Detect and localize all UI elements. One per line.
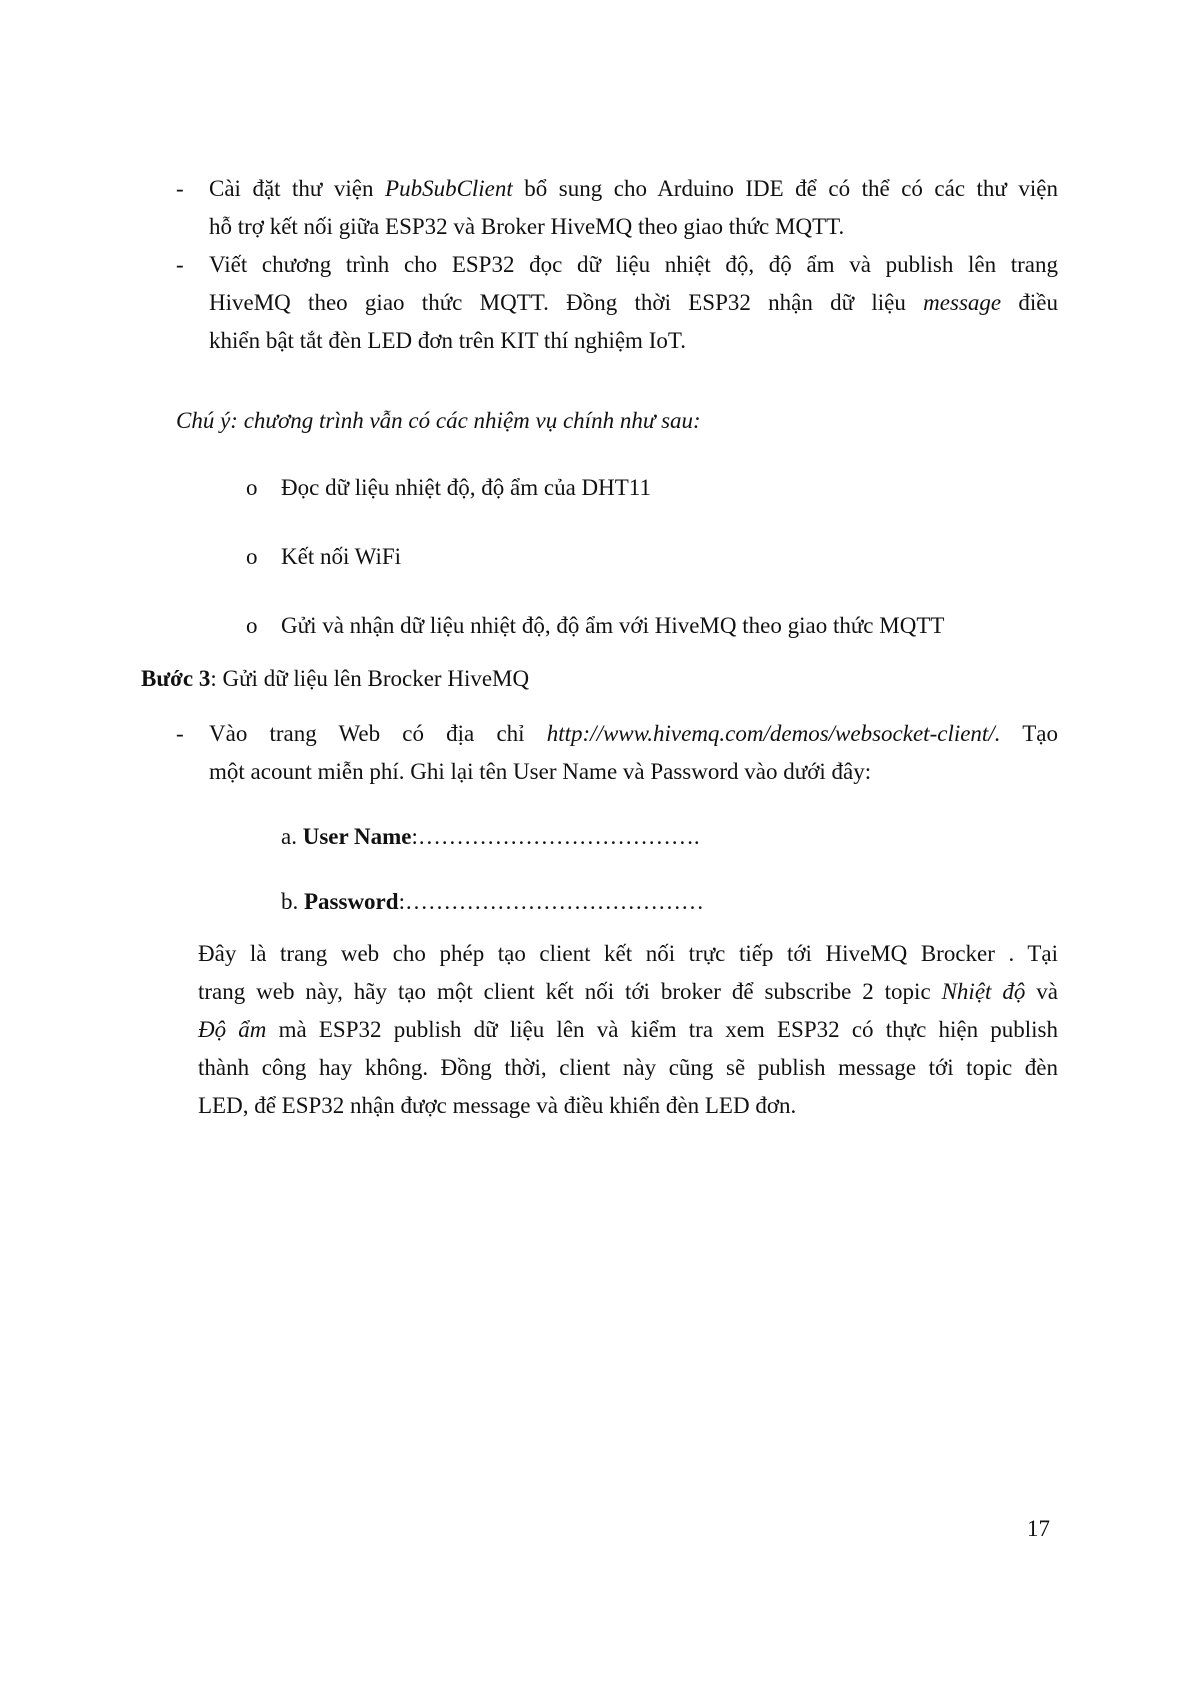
bullet-dash: - [176, 176, 184, 201]
task-item: Gửi và nhận dữ liệu nhiệt độ, độ ẩm với HiveMQ theo giao thức MQTT [281, 613, 945, 638]
text-span: Vào trang Web có địa chỉ [209, 721, 547, 746]
credential-user-name [281, 823, 700, 851]
circle-bullet: o [246, 613, 258, 638]
topic-name: Nhiệt độ [941, 979, 1026, 1004]
topic-name: Độ ẩm [198, 1017, 267, 1042]
bullet-text-line [209, 289, 1058, 317]
bullet-text-line [209, 175, 1058, 203]
bullet-text-line: một acount miễn phí. Ghi lại tên User Name và Password vào dưới đây: [209, 759, 872, 784]
credential-password [281, 888, 704, 916]
step-label: Bước 3 [141, 666, 211, 691]
credential-fill: :………………………………… [398, 889, 704, 914]
step-title: : Gửi dữ liệu lên Brocker HiveMQ [210, 666, 530, 691]
list-marker: a. [281, 824, 297, 849]
bullet-dash: - [176, 252, 184, 277]
text-span: HiveMQ theo giao thức MQTT. Đồng thời ESP32 nhận dữ liệu [209, 290, 924, 315]
emphasis: message [923, 290, 1002, 315]
text-span: trang web này, hãy tạo một client kết nối tới broker để subscribe 2 topic [198, 979, 942, 1004]
paragraph-line [198, 1016, 1058, 1044]
paragraph-line: Đây là trang web cho phép tạo client kết nối trực tiếp tới HiveMQ Brocker . Tại [198, 941, 1058, 966]
url-text: http://www.hivemq.com/demos/websocket-client/. [546, 721, 1001, 746]
list-marker: b. [281, 889, 299, 914]
paragraph-line [198, 978, 1058, 1006]
circle-bullet: o [246, 544, 258, 569]
task-item: Kết nối WiFi [281, 544, 402, 569]
paragraph-line: LED, để ESP32 nhận được message và điều khiển đèn LED đơn. [198, 1093, 797, 1118]
bullet-dash: - [176, 721, 184, 746]
text-span: Cài đặt thư viện [209, 176, 386, 201]
circle-bullet: o [246, 475, 258, 500]
credential-fill: :………………………………. [411, 824, 700, 849]
text-span: Tạo [1000, 721, 1058, 746]
text-span: mà ESP32 publish dữ liệu lên và kiểm tra xem ESP32 có thực hiện publish [266, 1017, 1058, 1042]
bullet-text-line: khiển bật tắt đèn LED đơn trên KIT thí nghiệm IoT. [209, 328, 686, 353]
text-span: bổ sung cho Arduino IDE để có thể có các thư viện [512, 176, 1059, 201]
library-name: PubSubClient [385, 176, 513, 201]
page-number: 17 [1027, 1516, 1050, 1541]
text-span: điều [1001, 290, 1058, 315]
credential-label: Password [304, 889, 399, 914]
credential-label: User Name [302, 824, 412, 849]
text-span: và [1025, 979, 1058, 1004]
paragraph-line: thành công hay không. Đồng thời, client này cũng sẽ publish message tới topic đèn [198, 1055, 1058, 1080]
task-item: Đọc dữ liệu nhiệt độ, độ ẩm của DHT11 [281, 475, 651, 500]
bullet-text-line: Viết chương trình cho ESP32 đọc dữ liệu nhiệt độ, độ ẩm và publish lên trang [209, 252, 1058, 277]
bullet-text-line: hỗ trợ kết nối giữa ESP32 và Broker HiveMQ theo giao thức MQTT. [209, 214, 845, 239]
step-heading [141, 665, 529, 693]
note: Chú ý: chương trình vẫn có các nhiệm vụ chính như sau: [176, 408, 701, 433]
bullet-text-line [209, 720, 1058, 748]
